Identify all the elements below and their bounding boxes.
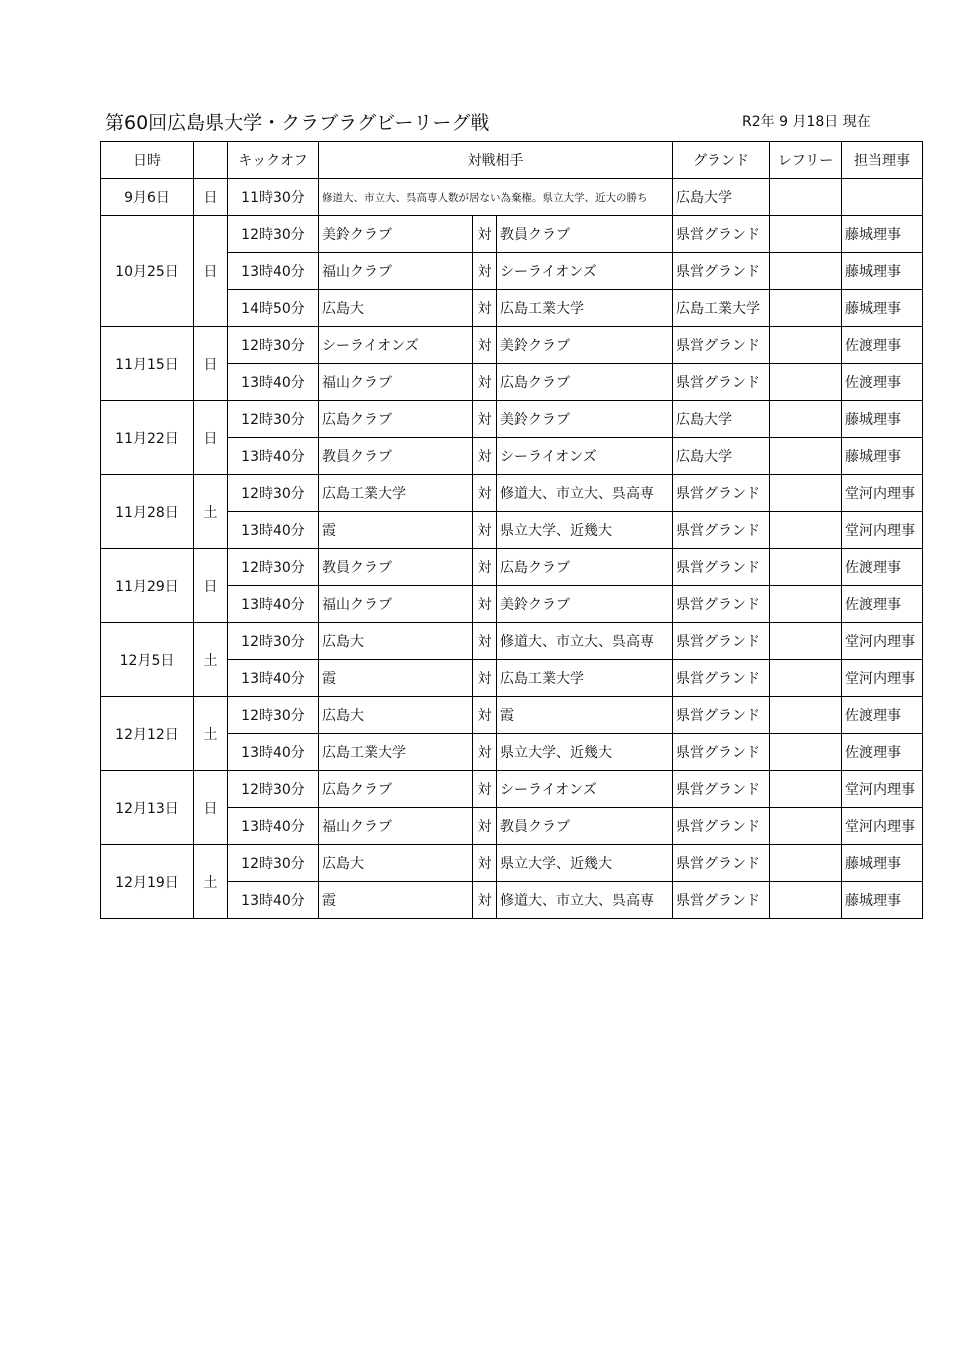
date-cell: 11月29日 (101, 549, 194, 623)
table-row (101, 549, 923, 586)
away-team-cell: 美鈴クラブ (497, 401, 673, 438)
away-team-cell: 広島工業大学 (497, 290, 673, 327)
day-cell: 土 (194, 475, 228, 549)
home-team-cell: 広島大 (319, 623, 473, 660)
ground-cell: 県営グランド (673, 364, 770, 401)
vs-label: 対 (473, 364, 497, 401)
vs-label: 対 (473, 216, 497, 253)
away-team-cell: 修道大、市立大、呉高専 (497, 475, 673, 512)
kickoff-cell: 11時30分 (228, 179, 319, 216)
home-team-cell: 霞 (319, 512, 473, 549)
referee-cell (770, 401, 842, 438)
date-cell: 11月15日 (101, 327, 194, 401)
director-cell: 佐渡理事 (842, 549, 923, 586)
date-cell: 11月22日 (101, 401, 194, 475)
table-row (101, 179, 923, 216)
referee-cell (770, 179, 842, 216)
home-team-cell: 広島クラブ (319, 401, 473, 438)
director-cell: 藤城理事 (842, 882, 923, 919)
director-cell: 堂河内理事 (842, 808, 923, 845)
ground-cell: 県営グランド (673, 253, 770, 290)
kickoff-cell: 12時30分 (228, 697, 319, 734)
schedule-body (101, 179, 923, 919)
vs-label: 対 (473, 845, 497, 882)
kickoff-cell: 14時50分 (228, 290, 319, 327)
kickoff-cell: 13時40分 (228, 512, 319, 549)
director-cell: 藤城理事 (842, 401, 923, 438)
table-row (101, 327, 923, 364)
date-cell: 12月13日 (101, 771, 194, 845)
day-cell: 日 (194, 179, 228, 216)
director-cell: 佐渡理事 (842, 586, 923, 623)
away-team-cell: 県立大学、近幾大 (497, 734, 673, 771)
table-row (101, 401, 923, 438)
referee-cell (770, 586, 842, 623)
table-row (101, 697, 923, 734)
day-cell: 日 (194, 401, 228, 475)
kickoff-cell: 12時30分 (228, 771, 319, 808)
table-row (101, 771, 923, 808)
vs-label: 対 (473, 327, 497, 364)
director-cell: 藤城理事 (842, 438, 923, 475)
vs-label: 対 (473, 290, 497, 327)
referee-cell (770, 882, 842, 919)
as-of-date: R2年 9 月18日 現在 (742, 114, 871, 130)
referee-cell (770, 697, 842, 734)
referee-cell (770, 327, 842, 364)
ground-cell: 広島大学 (673, 401, 770, 438)
date-cell: 12月19日 (101, 845, 194, 919)
vs-label: 対 (473, 660, 497, 697)
header-day (194, 142, 228, 179)
director-cell: 佐渡理事 (842, 697, 923, 734)
header-opponents: 対戦相手 (319, 142, 673, 179)
day-cell: 日 (194, 216, 228, 327)
referee-cell (770, 512, 842, 549)
kickoff-cell: 13時40分 (228, 734, 319, 771)
kickoff-cell: 12時30分 (228, 845, 319, 882)
away-team-cell: 修道大、市立大、呉高専 (497, 882, 673, 919)
table-row (101, 475, 923, 512)
away-team-cell: シーライオンズ (497, 253, 673, 290)
away-team-cell: 美鈴クラブ (497, 586, 673, 623)
kickoff-cell: 12時30分 (228, 623, 319, 660)
referee-cell (770, 660, 842, 697)
ground-cell: 県営グランド (673, 734, 770, 771)
director-cell: 堂河内理事 (842, 475, 923, 512)
away-team-cell: 霞 (497, 697, 673, 734)
referee-cell (770, 253, 842, 290)
referee-cell (770, 216, 842, 253)
home-team-cell: 霞 (319, 660, 473, 697)
referee-cell (770, 808, 842, 845)
vs-label: 対 (473, 438, 497, 475)
away-team-cell: 教員クラブ (497, 216, 673, 253)
home-team-cell: 広島大 (319, 845, 473, 882)
home-team-cell: 福山クラブ (319, 808, 473, 845)
date-cell: 10月25日 (101, 216, 194, 327)
away-team-cell: 広島クラブ (497, 549, 673, 586)
home-team-cell: 福山クラブ (319, 586, 473, 623)
ground-cell: 県営グランド (673, 771, 770, 808)
schedule-table (100, 141, 923, 919)
home-team-cell: 広島大 (319, 697, 473, 734)
ground-cell: 県営グランド (673, 808, 770, 845)
director-cell: 佐渡理事 (842, 327, 923, 364)
table-row (101, 845, 923, 882)
date-cell: 12月5日 (101, 623, 194, 697)
kickoff-cell: 13時40分 (228, 882, 319, 919)
header-kickoff: キックオフ (228, 142, 319, 179)
vs-label: 対 (473, 734, 497, 771)
director-cell: 堂河内理事 (842, 623, 923, 660)
kickoff-cell: 12時30分 (228, 549, 319, 586)
page-title: 第60回広島県大学・クラブラグビーリーグ戦 (105, 112, 490, 134)
table-row (101, 216, 923, 253)
date-cell: 9月6日 (101, 179, 194, 216)
kickoff-cell: 12時30分 (228, 401, 319, 438)
home-team-cell: 広島大 (319, 290, 473, 327)
referee-cell (770, 438, 842, 475)
director-cell: 藤城理事 (842, 845, 923, 882)
home-team-cell: 福山クラブ (319, 253, 473, 290)
kickoff-cell: 12時30分 (228, 475, 319, 512)
home-team-cell: 教員クラブ (319, 549, 473, 586)
day-cell: 日 (194, 549, 228, 623)
day-cell: 土 (194, 623, 228, 697)
ground-cell: 県営グランド (673, 216, 770, 253)
vs-label: 対 (473, 771, 497, 808)
director-cell: 藤城理事 (842, 253, 923, 290)
vs-label: 対 (473, 623, 497, 660)
ground-cell: 県営グランド (673, 549, 770, 586)
ground-cell: 県営グランド (673, 512, 770, 549)
away-team-cell: 美鈴クラブ (497, 327, 673, 364)
kickoff-cell: 13時40分 (228, 364, 319, 401)
referee-cell (770, 290, 842, 327)
away-team-cell: 県立大学、近幾大 (497, 512, 673, 549)
away-team-cell: 県立大学、近幾大 (497, 845, 673, 882)
director-cell: 佐渡理事 (842, 734, 923, 771)
vs-label: 対 (473, 549, 497, 586)
away-team-cell: 広島クラブ (497, 364, 673, 401)
header-director: 担当理事 (842, 142, 923, 179)
kickoff-cell: 13時40分 (228, 253, 319, 290)
ground-cell: 県営グランド (673, 660, 770, 697)
vs-label: 対 (473, 808, 497, 845)
home-team-cell: 福山クラブ (319, 364, 473, 401)
header-referee: レフリー (770, 142, 842, 179)
header-date: 日時 (101, 142, 194, 179)
director-cell (842, 179, 923, 216)
date-cell: 11月28日 (101, 475, 194, 549)
away-team-cell: シーライオンズ (497, 771, 673, 808)
vs-label: 対 (473, 475, 497, 512)
referee-cell (770, 475, 842, 512)
away-team-cell: シーライオンズ (497, 438, 673, 475)
vs-label: 対 (473, 697, 497, 734)
referee-cell (770, 734, 842, 771)
kickoff-cell: 13時40分 (228, 808, 319, 845)
referee-cell (770, 364, 842, 401)
home-team-cell: 美鈴クラブ (319, 216, 473, 253)
home-team-cell: 広島工業大学 (319, 734, 473, 771)
home-team-cell: 広島クラブ (319, 771, 473, 808)
referee-cell (770, 845, 842, 882)
vs-label: 対 (473, 512, 497, 549)
vs-label: 対 (473, 586, 497, 623)
day-cell: 日 (194, 327, 228, 401)
home-team-cell: 霞 (319, 882, 473, 919)
date-cell: 12月12日 (101, 697, 194, 771)
vs-label: 対 (473, 401, 497, 438)
kickoff-cell: 12時30分 (228, 327, 319, 364)
home-team-cell: シーライオンズ (319, 327, 473, 364)
away-team-cell: 広島工業大学 (497, 660, 673, 697)
ground-cell: 県営グランド (673, 697, 770, 734)
director-cell: 藤城理事 (842, 290, 923, 327)
ground-cell: 県営グランド (673, 586, 770, 623)
kickoff-cell: 13時40分 (228, 438, 319, 475)
ground-cell: 広島工業大学 (673, 290, 770, 327)
referee-cell (770, 771, 842, 808)
kickoff-cell: 13時40分 (228, 660, 319, 697)
vs-label: 対 (473, 882, 497, 919)
ground-cell: 県営グランド (673, 623, 770, 660)
kickoff-cell: 13時40分 (228, 586, 319, 623)
ground-cell: 県営グランド (673, 327, 770, 364)
home-team-cell: 広島工業大学 (319, 475, 473, 512)
ground-cell: 広島大学 (673, 438, 770, 475)
ground-cell: 県営グランド (673, 475, 770, 512)
referee-cell (770, 623, 842, 660)
director-cell: 堂河内理事 (842, 512, 923, 549)
day-cell: 日 (194, 771, 228, 845)
day-cell: 土 (194, 845, 228, 919)
ground-cell: 県営グランド (673, 882, 770, 919)
director-cell: 藤城理事 (842, 216, 923, 253)
header-row (101, 142, 923, 179)
director-cell: 堂河内理事 (842, 660, 923, 697)
home-team-cell: 教員クラブ (319, 438, 473, 475)
day-cell: 土 (194, 697, 228, 771)
referee-cell (770, 549, 842, 586)
result-note-cell: 修道大、市立大、呉高専人数が居ない為棄権。県立大学、近大の勝ち (319, 179, 673, 216)
ground-cell: 広島大学 (673, 179, 770, 216)
director-cell: 堂河内理事 (842, 771, 923, 808)
director-cell: 佐渡理事 (842, 364, 923, 401)
kickoff-cell: 12時30分 (228, 216, 319, 253)
away-team-cell: 修道大、市立大、呉高専 (497, 623, 673, 660)
header-ground: グランド (673, 142, 770, 179)
table-row (101, 623, 923, 660)
vs-label: 対 (473, 253, 497, 290)
away-team-cell: 教員クラブ (497, 808, 673, 845)
ground-cell: 県営グランド (673, 845, 770, 882)
